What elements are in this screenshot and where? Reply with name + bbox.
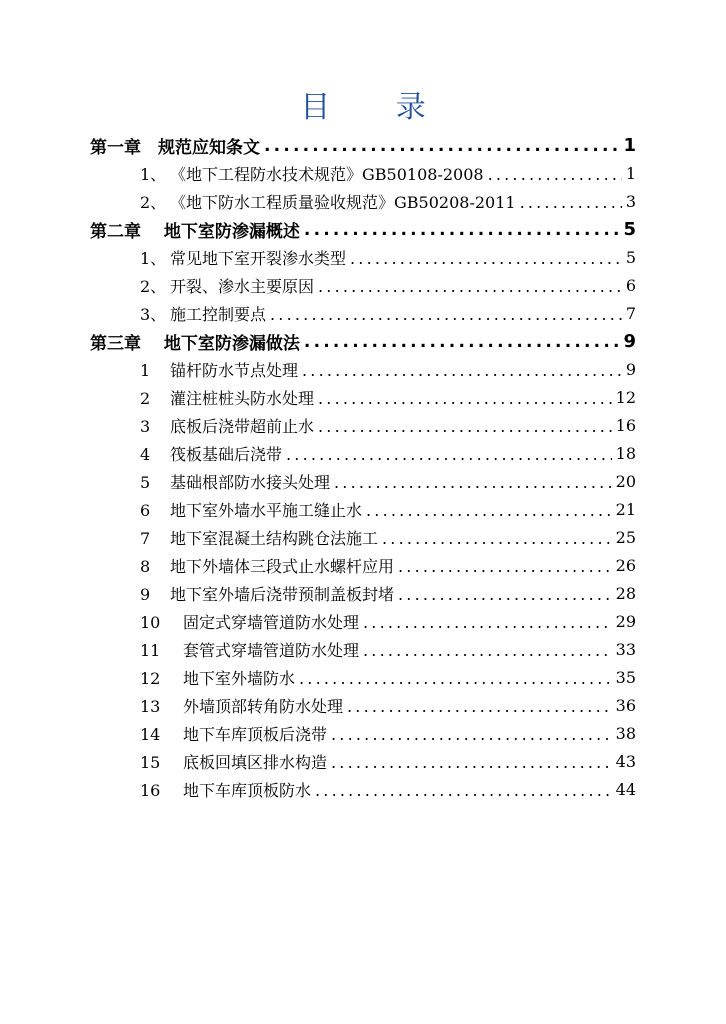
page-number: 43 [615, 751, 636, 771]
page-number: 29 [615, 611, 636, 631]
section-title: 开裂、渗水主要原因 [170, 276, 315, 296]
toc-entry[interactable] [140, 775, 636, 803]
page-number: 38 [615, 723, 636, 743]
section-number: 2、 [140, 276, 167, 296]
section-title: 《地下工程防水技术规范》GB50108-2008 [170, 164, 484, 184]
toc-entry[interactable] [140, 579, 636, 607]
leader-dots [318, 277, 622, 296]
section-title: 套管式穿墙管道防水处理 [183, 640, 360, 660]
leader-dots [299, 669, 612, 688]
page-number: 12 [615, 387, 636, 407]
leader-dots [398, 585, 612, 604]
section-number: 2、 [140, 192, 167, 212]
leader-dots [331, 725, 612, 744]
leader-dots [382, 529, 612, 548]
leader-dots [302, 361, 622, 380]
toc-entry[interactable] [140, 271, 636, 299]
section-number: 1、 [140, 164, 167, 184]
section-title: 底板回填区排水构造 [183, 752, 328, 772]
leader-dots [318, 389, 612, 408]
section-title: 固定式穿墙管道防水处理 [183, 612, 360, 632]
toc-entry[interactable] [140, 187, 636, 215]
toc-entry[interactable] [140, 663, 636, 691]
leader-dots [264, 136, 619, 156]
toc-entry[interactable] [140, 719, 636, 747]
leader-dots [363, 641, 612, 660]
page-number: 5 [623, 218, 636, 240]
section-title: 地下室外墙水平施工缝止水 [170, 500, 363, 520]
page-number: 36 [615, 695, 636, 715]
section-title: 施工控制要点 [170, 304, 267, 324]
toc-entry[interactable] [140, 383, 636, 411]
chapter-title: 第二章 地下室防渗漏概述 [90, 221, 300, 242]
page-number: 3 [625, 191, 636, 211]
section-number: 1、 [140, 248, 167, 268]
section-number: 13 [140, 696, 161, 716]
leader-dots [318, 417, 612, 436]
toc-chapter-3[interactable] [90, 327, 636, 355]
toc-entry[interactable] [140, 439, 636, 467]
toc-entry[interactable] [140, 495, 636, 523]
section-title: 地下室混凝土结构跳仓法施工 [170, 528, 379, 548]
section-number: 7 [140, 528, 151, 548]
section-title: 底板后浇带超前止水 [170, 416, 315, 436]
leader-dots [331, 753, 612, 772]
section-title: 地下外墙体三段式止水螺杆应用 [170, 556, 395, 576]
leader-dots [520, 193, 622, 212]
page-number: 28 [615, 583, 636, 603]
section-number: 14 [140, 724, 161, 744]
toc-entry[interactable] [140, 243, 636, 271]
page-number: 1 [623, 134, 636, 156]
page-number: 16 [615, 415, 636, 435]
leader-dots [398, 557, 612, 576]
toc-entry[interactable] [140, 607, 636, 635]
page-number: 35 [615, 667, 636, 687]
section-title: 外墙顶部转角防水处理 [183, 696, 344, 716]
section-number: 6 [140, 500, 151, 520]
toc-chapter-2[interactable] [90, 215, 636, 243]
chapter-title: 第一章 规范应知条文 [90, 137, 260, 158]
page-number: 25 [615, 527, 636, 547]
section-title: 地下室外墙后浇带预制盖板封堵 [170, 584, 395, 604]
section-number: 11 [140, 640, 161, 660]
leader-dots [363, 613, 612, 632]
leader-dots [286, 445, 612, 464]
page-number: 18 [615, 443, 636, 463]
page-number: 6 [625, 275, 636, 295]
page-number: 21 [615, 499, 636, 519]
leader-dots [347, 697, 612, 716]
leader-dots [366, 501, 612, 520]
page-number: 33 [615, 639, 636, 659]
section-number: 15 [140, 752, 161, 772]
section-number: 4 [140, 444, 151, 464]
page-number: 20 [615, 471, 636, 491]
section-number: 5 [140, 472, 151, 492]
section-number: 10 [140, 612, 161, 632]
section-title: 地下车库顶板防水 [183, 780, 312, 800]
section-title: 灌注桩桩头防水处理 [170, 388, 315, 408]
section-number: 16 [140, 780, 161, 800]
leader-dots [488, 165, 622, 184]
leader-dots [304, 220, 620, 240]
toc-entry[interactable] [140, 635, 636, 663]
leader-dots [350, 249, 622, 268]
toc-entry[interactable] [140, 355, 636, 383]
page-number: 5 [625, 247, 636, 267]
section-number: 2 [140, 388, 151, 408]
toc-entry[interactable] [140, 691, 636, 719]
page-number: 9 [625, 359, 636, 379]
page-number: 7 [625, 303, 636, 323]
section-number: 9 [140, 584, 151, 604]
toc-entry[interactable] [140, 551, 636, 579]
section-number: 3、 [140, 304, 167, 324]
toc-entry[interactable] [140, 467, 636, 495]
toc-entry[interactable] [140, 747, 636, 775]
toc-entry[interactable] [140, 159, 636, 187]
section-title: 锚杆防水节点处理 [170, 360, 299, 380]
section-number: 3 [140, 416, 151, 436]
leader-dots [315, 781, 612, 800]
page-number: 44 [615, 779, 636, 799]
section-title: 筏板基础后浇带 [170, 444, 283, 464]
chapter-title: 第三章 地下室防渗漏做法 [90, 333, 300, 354]
page-title: 目 录 [300, 90, 454, 125]
section-title: 基础根部防水接头处理 [170, 472, 331, 492]
toc-entry[interactable] [140, 523, 636, 551]
leader-dots [270, 305, 622, 324]
leader-dots [334, 473, 612, 492]
section-title: 地下室外墙防水 [183, 668, 296, 688]
toc-entry[interactable] [140, 411, 636, 439]
toc-entry[interactable] [140, 299, 636, 327]
section-title: 地下车库顶板后浇带 [183, 724, 328, 744]
page-number: 1 [625, 163, 636, 183]
section-number: 8 [140, 556, 151, 576]
section-title: 《地下防水工程质量验收规范》GB50208-2011 [170, 192, 516, 212]
page-number: 9 [623, 330, 636, 352]
leader-dots [304, 332, 620, 352]
section-number: 1 [140, 360, 151, 380]
page-number: 26 [615, 555, 636, 575]
section-number: 12 [140, 668, 161, 688]
section-title: 常见地下室开裂渗水类型 [170, 248, 347, 268]
toc-chapter-1[interactable] [90, 131, 636, 159]
